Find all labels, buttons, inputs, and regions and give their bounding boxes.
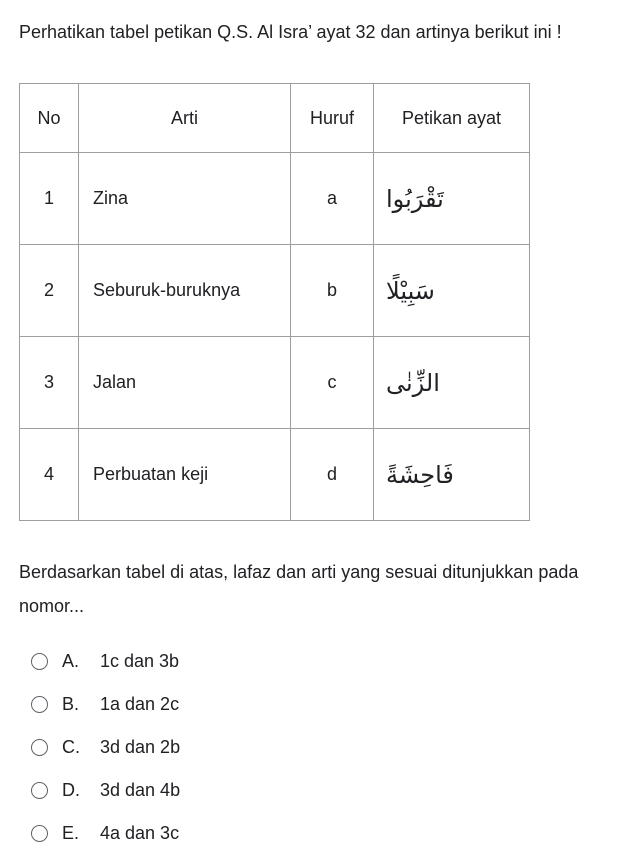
option-text: 1a dan 2c [100, 694, 180, 714]
option-d[interactable] [31, 769, 180, 812]
radio-button[interactable] [31, 825, 48, 842]
table-row [20, 245, 530, 337]
cell-no: 3 [20, 337, 79, 429]
radio-button[interactable] [31, 739, 48, 756]
table-row [20, 153, 530, 245]
header-petikan-ayat: Petikan ayat [374, 84, 530, 153]
table-header-row [20, 84, 530, 153]
radio-button[interactable] [31, 782, 48, 799]
option-b[interactable] [31, 683, 180, 726]
arabic-text: سَبِيْلًا [386, 276, 435, 305]
radio-button[interactable] [31, 696, 48, 713]
option-a[interactable] [31, 640, 180, 683]
option-letter: E. [62, 823, 80, 843]
cell-arti: Jalan [79, 337, 291, 429]
header-no: No [20, 84, 79, 153]
arabic-text: الزِّنٰى [386, 368, 440, 397]
cell-ayat [374, 153, 530, 245]
option-letter: D. [62, 780, 80, 800]
cell-huruf: d [291, 429, 374, 521]
cell-ayat [374, 245, 530, 337]
option-text: 3d dan 4b [100, 780, 181, 800]
intro-text: Perhatikan tabel petikan Q.S. Al Isra’ ayat 32 dan artinya berikut ini ! [19, 22, 562, 42]
cell-no: 1 [20, 153, 79, 245]
header-arti: Arti [79, 84, 291, 153]
cell-huruf: b [291, 245, 374, 337]
arabic-text: فَاحِشَةً [386, 460, 454, 489]
cell-arti: Seburuk-buruknya [79, 245, 291, 337]
option-c[interactable] [31, 726, 180, 769]
cell-arti: Zina [79, 153, 291, 245]
cell-arti: Perbuatan keji [79, 429, 291, 521]
cell-huruf: a [291, 153, 374, 245]
radio-button[interactable] [31, 653, 48, 670]
answer-options [31, 640, 180, 855]
verse-table [19, 83, 530, 521]
cell-no: 4 [20, 429, 79, 521]
arabic-text: تَقْرَبُوا [386, 184, 444, 213]
cell-no: 2 [20, 245, 79, 337]
option-text: 4a dan 3c [100, 823, 180, 843]
question-text: Berdasarkan tabel di atas, lafaz dan arti yang sesuai ditunjukkan pada nomor... [19, 562, 579, 616]
option-letter: A. [62, 651, 80, 671]
option-letter: B. [62, 694, 80, 714]
cell-ayat [374, 429, 530, 521]
header-huruf: Huruf [291, 84, 374, 153]
table-row [20, 337, 530, 429]
cell-huruf: c [291, 337, 374, 429]
table-row [20, 429, 530, 521]
option-e[interactable] [31, 812, 180, 855]
option-text: 3d dan 2b [100, 737, 181, 757]
option-letter: C. [62, 737, 80, 757]
option-text: 1c dan 3b [100, 651, 180, 671]
cell-ayat [374, 337, 530, 429]
